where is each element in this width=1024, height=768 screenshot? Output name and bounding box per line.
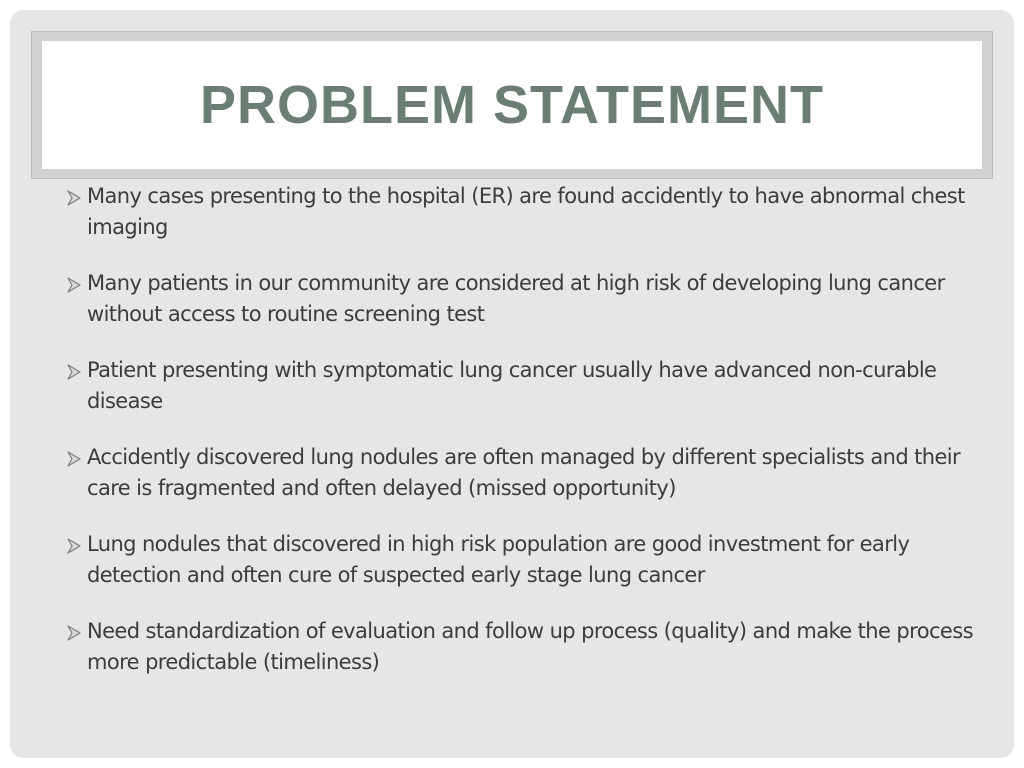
bullet-item bbox=[65, 181, 985, 243]
title-frame bbox=[31, 31, 993, 179]
arrowhead-bullet-icon bbox=[65, 536, 87, 556]
bullet-text: Many cases presenting to the hospital (ER) are found accidently to have abnormal chest imaging bbox=[87, 184, 965, 239]
bullet-text: Need standardization of evaluation and follow up process (quality) and make the process more predictable (timeliness) bbox=[87, 619, 973, 674]
bullet-item bbox=[65, 529, 985, 591]
slide bbox=[10, 10, 1014, 758]
bullet-text: Lung nodules that discovered in high risk population are good investment for early detection and often cure of suspected early stage lung cancer bbox=[87, 532, 910, 587]
arrowhead-bullet-icon bbox=[65, 623, 87, 643]
arrowhead-bullet-icon bbox=[65, 275, 87, 295]
bullet-list bbox=[65, 181, 985, 703]
bullet-item bbox=[65, 616, 985, 678]
bullet-text: Accidently discovered lung nodules are often managed by different specialists and their care is fragmented and often delayed (missed opportunity) bbox=[87, 445, 961, 500]
bullet-item bbox=[65, 268, 985, 330]
bullet-text: Many patients in our community are considered at high risk of developing lung cancer without access to routine screening test bbox=[87, 271, 945, 326]
bullet-item bbox=[65, 355, 985, 417]
arrowhead-bullet-icon bbox=[65, 188, 87, 208]
title-box bbox=[42, 41, 982, 169]
arrowhead-bullet-icon bbox=[65, 362, 87, 382]
bullet-item bbox=[65, 442, 985, 504]
bullet-text: Patient presenting with symptomatic lung cancer usually have advanced non-curable disease bbox=[87, 358, 937, 413]
arrowhead-bullet-icon bbox=[65, 449, 87, 469]
slide-title: PROBLEM STATEMENT bbox=[200, 75, 824, 135]
